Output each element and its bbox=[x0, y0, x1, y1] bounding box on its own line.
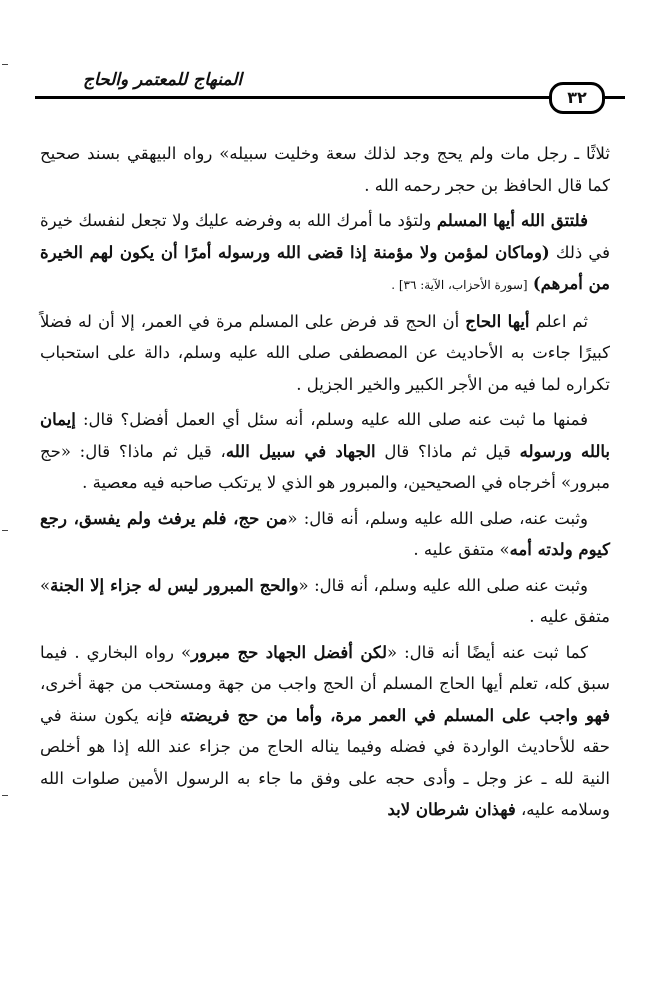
text-segment: ثم اعلم bbox=[529, 311, 589, 331]
text-segment: أن الحج قد فرض على المسلم مرة في العمر، إلا أن له فضلاً كبيرًا جاءت به الأحاديث عن المصطفى صلى الله عليه وسلم، دالة على استحباب تكراره لما فيه من الأجر الكبير والخير الجزيل . bbox=[40, 311, 610, 394]
text-segment: فمنها ما ثبت عنه صلى الله عليه وسلم، أنه سئل أي العمل أفضل؟ قال: bbox=[75, 410, 588, 429]
paragraph bbox=[40, 205, 610, 302]
text-segment: [سورة الأحزاب، الآية: ٣٦] . bbox=[391, 278, 528, 292]
bold-text-segment: لكن أفضل الجهاد حج مبرور bbox=[191, 642, 388, 662]
text-segment: فإنه يكون سنة في حقه للأحاديث الواردة في فضله وفيما يناله الحاج من جزاء عند الله إذا هو أخلص النية لله ـ عز وجل ـ وأدى حجه على وفق ما جاء به الرسول الأمين صلوات الله وسلامه عليه، bbox=[40, 705, 610, 819]
bold-text-segment: إيمان بالله ورسوله bbox=[40, 410, 610, 461]
bold-text-segment: الجهاد في سبيل الله bbox=[225, 441, 376, 461]
scan-edge-mark bbox=[2, 64, 8, 65]
text-segment: كما ثبت عنه أيضًا أنه قال: « bbox=[387, 642, 588, 662]
text-segment: قيل ثم ماذا؟ قال bbox=[375, 441, 520, 461]
bold-text-segment: (وماكان لمؤمن ولا مؤمنة إذا قضى الله ورسوله أمرًا أن يكون لهم الخيرة من أمرهم) bbox=[40, 242, 610, 293]
text-segment: » متفق عليه . bbox=[413, 540, 510, 559]
scan-edge-mark bbox=[2, 530, 8, 531]
text-segment: وثبت عنه صلى الله عليه وسلم، أنه قال: « bbox=[298, 575, 588, 595]
running-header bbox=[35, 68, 625, 108]
page-number: ٣٢ bbox=[549, 82, 605, 114]
text-segment: » رواه البخاري . فيما سبق كله، تعلم أيها الحاج المسلم أن الحج واجب من جهة ومستحب من جهة أخرى، bbox=[40, 642, 610, 693]
scan-edge-mark bbox=[2, 795, 8, 796]
bold-text-segment: فلتتق الله أيها المسلم bbox=[436, 211, 588, 230]
text-segment: وثبت عنه، صلى الله عليه وسلم، أنه قال: « bbox=[287, 508, 588, 528]
paragraph bbox=[40, 637, 610, 826]
text-segment: » متفق عليه . bbox=[40, 575, 610, 626]
text-segment: ولتؤد ما أمرك الله به وفرضه عليك ولا تجعل لنفسك خيرة في ذلك bbox=[40, 211, 610, 262]
bold-text-segment: فهذان شرطان لابد bbox=[387, 800, 516, 819]
bold-text-segment: أيها الحاج bbox=[465, 311, 530, 331]
header-rule bbox=[35, 96, 625, 99]
paragraph bbox=[40, 404, 610, 499]
header-rule-tail bbox=[603, 96, 625, 99]
bold-text-segment: والحج المبرور ليس له جزاء إلا الجنة bbox=[50, 575, 299, 595]
bold-text-segment: فهو واجب على المسلم في العمر مرة، وأما من حج فريضته bbox=[179, 705, 610, 725]
paragraph bbox=[40, 138, 610, 201]
paragraph bbox=[40, 570, 610, 633]
text-segment: ثلاثًا ـ رجل مات ولم يحج وجد لذلك سعة وخليت سبيله» رواه البيهقي بسند صحيح كما قال الحافظ بن حجر رحمه الله . bbox=[40, 144, 610, 195]
bold-text-segment: من حج، فلم يرفث ولم يفسق، رجع كيوم ولدته أمه bbox=[40, 508, 610, 559]
book-title: المنهاج للمعتمر والحاج bbox=[75, 70, 250, 90]
text-segment: ، قيل ثم ماذا؟ قال: «حج مبرور» أخرجاه في الصحيحين، والمبرور هو الذي لا يرتكب صاحبه فيه معصية . bbox=[40, 441, 610, 492]
body-text bbox=[40, 138, 610, 830]
paragraph bbox=[40, 306, 610, 401]
paragraph bbox=[40, 503, 610, 566]
